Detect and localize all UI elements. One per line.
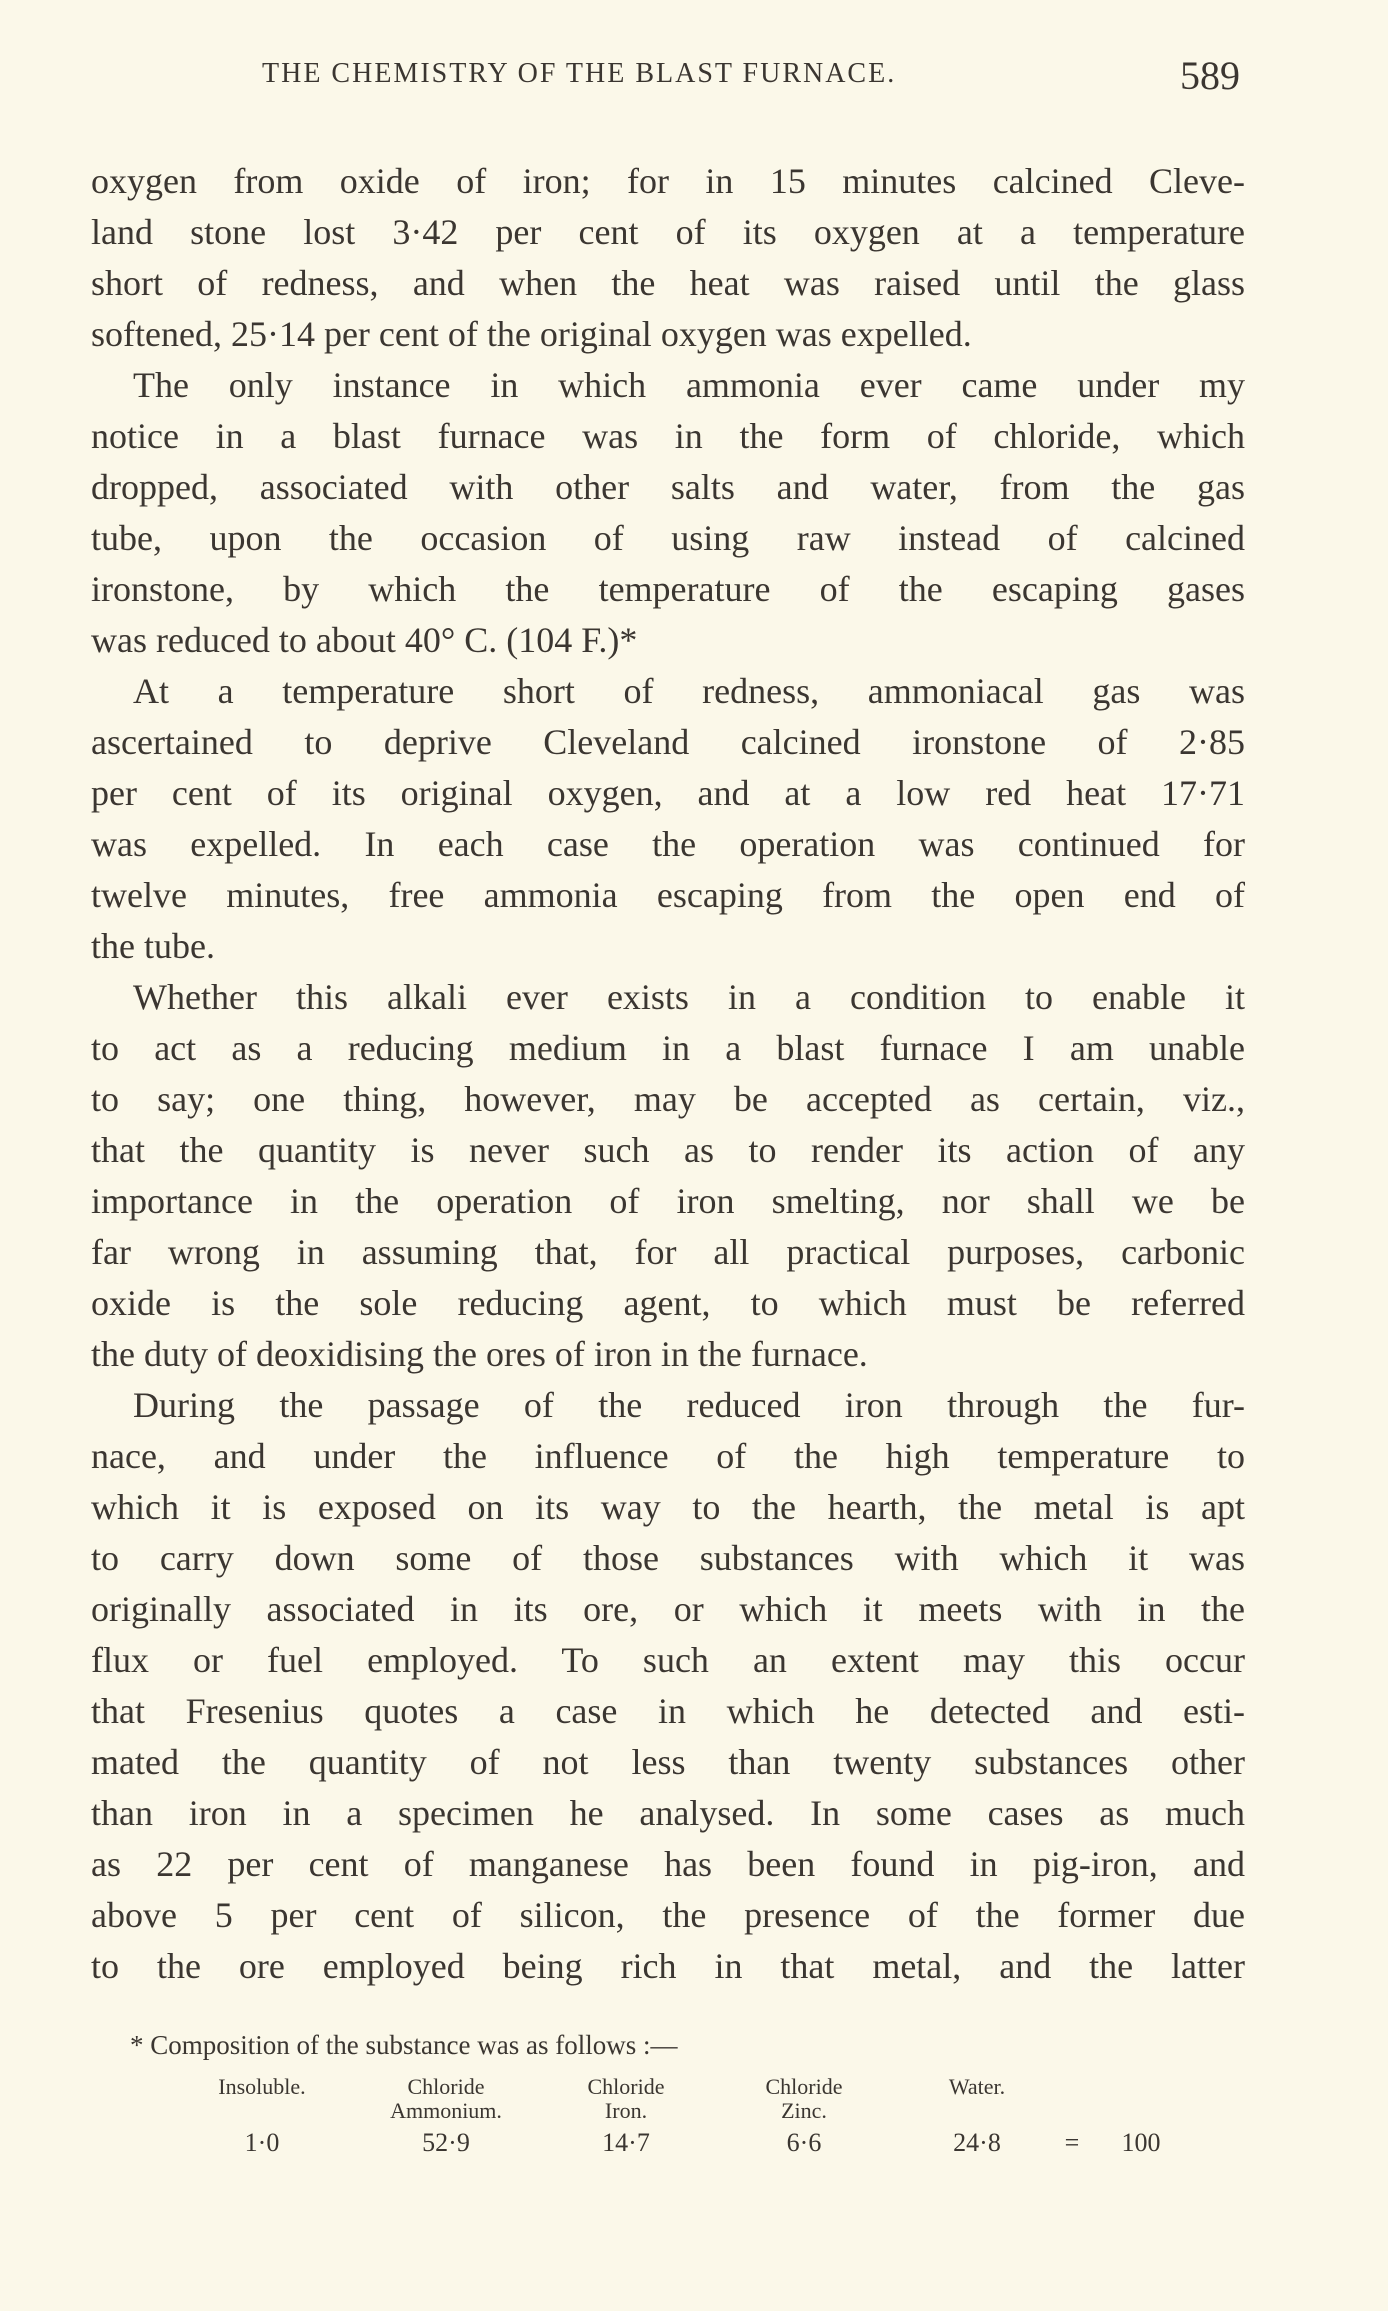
text-line: than iron in a specimen he analysed. In some cases as much bbox=[91, 1793, 1245, 1833]
column-value: 14·7 bbox=[602, 2128, 650, 2157]
column-value: 52·9 bbox=[422, 2128, 470, 2157]
text-line: the tube. bbox=[91, 926, 215, 966]
column-subheader: Ammonium. bbox=[390, 2098, 502, 2123]
body-text bbox=[91, 156, 1245, 1992]
text-line: that the quantity is never such as to render its action of any bbox=[91, 1130, 1245, 1170]
text-line: originally associated in its ore, or which it meets with in the bbox=[91, 1589, 1245, 1629]
column-header: Chloride bbox=[587, 2074, 665, 2099]
text-line: which it is exposed on its way to the hearth, the metal is apt bbox=[91, 1487, 1245, 1527]
column-header: Chloride bbox=[407, 2074, 485, 2099]
column-value: 24·8 bbox=[953, 2128, 1001, 2157]
text-line: During the passage of the reduced iron through the fur- bbox=[133, 1385, 1245, 1425]
text-line: to say; one thing, however, may be accepted as certain, viz., bbox=[91, 1079, 1245, 1119]
footnote-title: * Composition of the substance was as follows :— bbox=[130, 2030, 678, 2060]
text-line: notice in a blast furnace was in the form of chloride, which bbox=[91, 416, 1245, 456]
text-line: dropped, associated with other salts and water, from the gas bbox=[91, 467, 1245, 507]
text-line: softened, 25·14 per cent of the original oxygen was expelled. bbox=[91, 314, 972, 354]
column-header: Chloride bbox=[765, 2074, 843, 2099]
text-line: that Fresenius quotes a case in which he detected and esti- bbox=[91, 1691, 1245, 1731]
text-line: far wrong in assuming that, for all practical purposes, carbonic bbox=[91, 1232, 1245, 1272]
equals-sign: = bbox=[1064, 2128, 1080, 2157]
text-line: was reduced to about 40° C. (104 F.)* bbox=[91, 620, 638, 660]
text-line: oxide is the sole reducing agent, to which must be referred bbox=[91, 1283, 1245, 1323]
column-value: 1·0 bbox=[244, 2128, 280, 2157]
text-line: twelve minutes, free ammonia escaping from the open end of bbox=[91, 875, 1245, 915]
text-line: the duty of deoxidising the ores of iron in the furnace. bbox=[91, 1334, 868, 1374]
page-number: 589 bbox=[1180, 53, 1240, 98]
text-line: to the ore employed being rich in that metal, and the latter bbox=[91, 1946, 1245, 1986]
text-line: The only instance in which ammonia ever came under my bbox=[133, 365, 1245, 405]
text-line: as 22 per cent of manganese has been found in pig-iron, and bbox=[91, 1844, 1245, 1884]
text-line: above 5 per cent of silicon, the presence of the former due bbox=[91, 1895, 1245, 1935]
column-header: Water. bbox=[948, 2074, 1006, 2099]
text-line: was expelled. In each case the operation was continued for bbox=[91, 824, 1245, 864]
text-line: tube, upon the occasion of using raw instead of calcined bbox=[91, 518, 1245, 558]
text-line: Whether this alkali ever exists in a condition to enable it bbox=[133, 977, 1245, 1017]
text-line: to carry down some of those substances with which it was bbox=[91, 1538, 1245, 1578]
text-line: land stone lost 3·42 per cent of its oxygen at a temperature bbox=[91, 212, 1245, 252]
text-line: ironstone, by which the temperature of the escaping gases bbox=[91, 569, 1245, 609]
text-line: per cent of its original oxygen, and at a low red heat 17·71 bbox=[91, 773, 1245, 813]
running-header: THE CHEMISTRY OF THE BLAST FURNACE. bbox=[262, 58, 897, 89]
column-subheader: Iron. bbox=[604, 2098, 648, 2123]
column-subheader: Zinc. bbox=[781, 2098, 827, 2123]
text-line: to act as a reducing medium in a blast furnace I am unable bbox=[91, 1028, 1245, 1068]
text-line: mated the quantity of not less than twenty substances other bbox=[91, 1742, 1245, 1782]
column-header: Insoluble. bbox=[218, 2074, 306, 2099]
text-line: flux or fuel employed. To such an extent may this occur bbox=[91, 1640, 1245, 1680]
total-value: 100 bbox=[1121, 2128, 1161, 2157]
text-line: oxygen from oxide of iron; for in 15 minutes calcined Cleve- bbox=[91, 161, 1245, 201]
column-value: 6·6 bbox=[786, 2128, 822, 2157]
text-line: ascertained to deprive Cleveland calcined ironstone of 2·85 bbox=[91, 722, 1245, 762]
text-line: importance in the operation of iron smelting, nor shall we be bbox=[91, 1181, 1245, 1221]
text-line: At a temperature short of redness, ammoniacal gas was bbox=[133, 671, 1245, 711]
text-line: short of redness, and when the heat was raised until the glass bbox=[91, 263, 1245, 303]
text-line: nace, and under the influence of the high temperature to bbox=[91, 1436, 1245, 1476]
